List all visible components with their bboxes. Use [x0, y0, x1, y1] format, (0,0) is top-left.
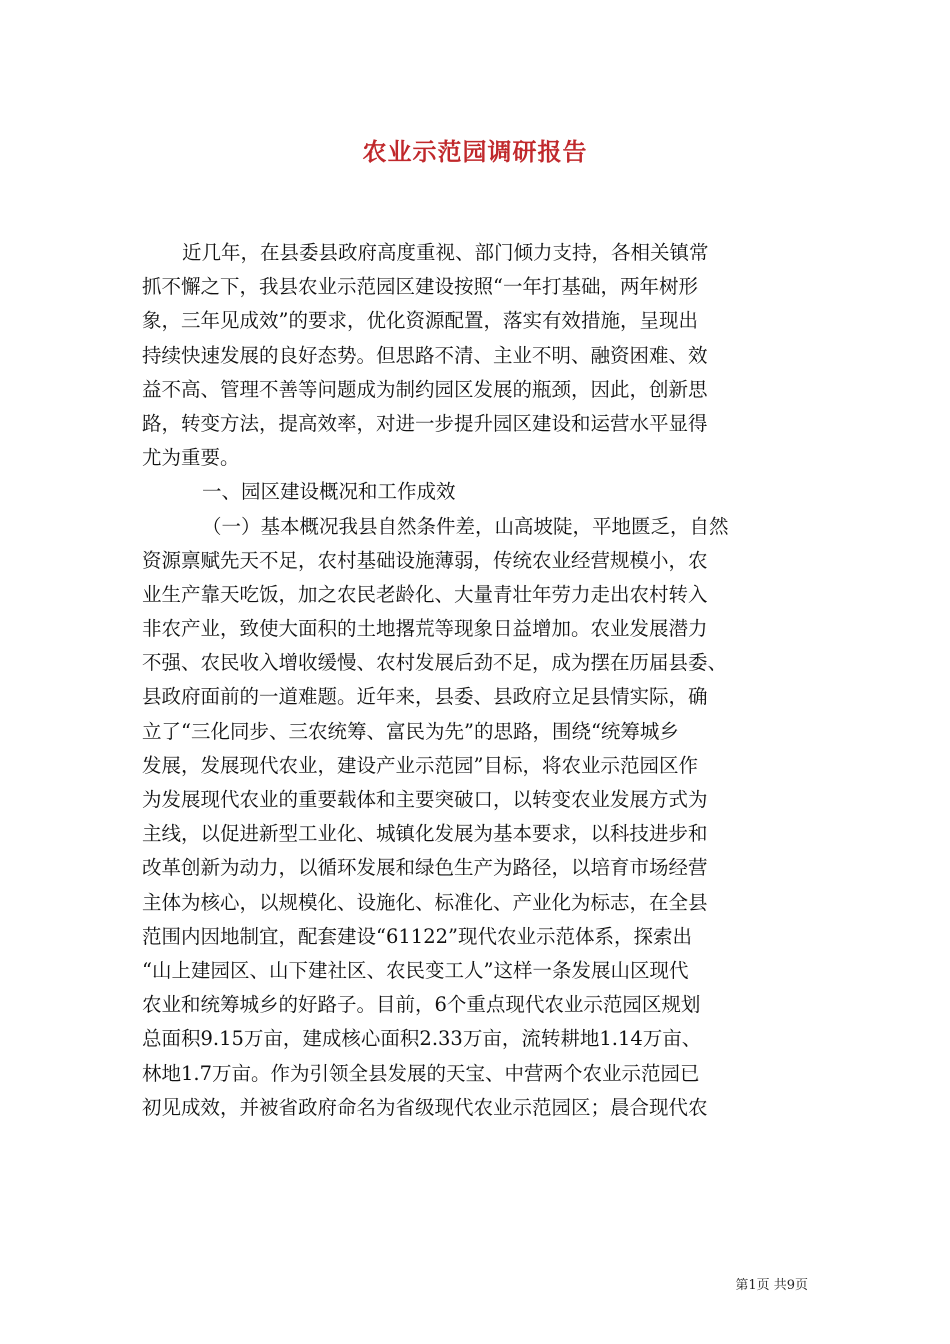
body-line: 农业和统筹城乡的好路子。目前，6个重点现代农业示范园区规划	[142, 993, 701, 1017]
body-line: 主体为核心，以规模化、设施化、标准化、产业化为标志，在全县	[142, 890, 708, 914]
body-line: 非农产业，致使大面积的土地撂荒等现象日益增加。农业发展潜力	[142, 617, 708, 641]
body-line: 尤为重要。	[142, 446, 240, 470]
body-line: 初见成效，并被省政府命名为省级现代农业示范园区；晨合现代农	[142, 1095, 708, 1119]
body-line: 主线，以促进新型工业化、城镇化发展为基本要求，以科技进步和	[142, 822, 708, 846]
body-line: 抓不懈之下，我县农业示范园区建设按照“一年打基础，两年树形	[142, 275, 698, 299]
body-line: 总面积9.15万亩，建成核心面积2.33万亩，流转耕地1.14万亩、	[142, 1027, 702, 1051]
section-heading: 一、园区建设概况和工作成效	[202, 480, 456, 504]
body-line: （一）基本概况我县自然条件差，山高坡陡，平地匮乏，自然	[202, 514, 729, 538]
body-line: 资源禀赋先天不足，农村基础设施薄弱，传统农业经营规模小，农	[142, 548, 708, 572]
body-line: 发展，发展现代农业，建设产业示范园”目标，将农业示范园区作	[142, 753, 698, 777]
body-line: 范围内因地制宜，配套建设“61122”现代农业示范体系，探索出	[142, 924, 692, 948]
document-body	[142, 236, 808, 1125]
body-line: 改革创新为动力，以循环发展和绿色生产为路径，以培育市场经营	[142, 856, 708, 880]
body-line: 业生产靠天吃饭，加之农民老龄化、大量青壮年劳力走出农村转入	[142, 582, 708, 606]
body-line: 为发展现代农业的重要载体和主要突破口，以转变农业发展方式为	[142, 788, 708, 811]
body-line: 益不高、管理不善等问题成为制约园区发展的瓶颈，因此，创新思	[142, 377, 708, 401]
document-title: 农业示范园调研报告	[362, 137, 588, 166]
body-line: 县政府面前的一道难题。近年来，县委、县政府立足县情实际，确	[142, 685, 708, 709]
page-number: 第1页 共9页	[735, 1278, 808, 1293]
body-line: 近几年，在县委县政府高度重视、部门倾力支持，各相关镇常	[182, 241, 709, 264]
body-line: 不强、农民收入增收缓慢、农村发展后劲不足，成为摆在历届县委、	[142, 651, 728, 675]
body-line: 路，转变方法，提高效率，对进一步提升园区建设和运营水平显得	[142, 411, 708, 435]
body-line: 象，三年见成效”的要求，优化资源配置，落实有效措施，呈现出	[142, 309, 698, 333]
body-line: 林地1.7万亩。作为引领全县发展的天宝、中营两个农业示范园已	[142, 1061, 700, 1085]
body-line: 持续快速发展的良好态势。但思路不清、主业不明、融资困难、效	[142, 343, 708, 367]
body-line: 立了“三化同步、三农统筹、富民为先”的思路，围绕“统筹城乡	[142, 719, 679, 743]
body-line: “山上建园区、山下建社区、农民变工人”这样一条发展山区现代	[142, 958, 689, 982]
